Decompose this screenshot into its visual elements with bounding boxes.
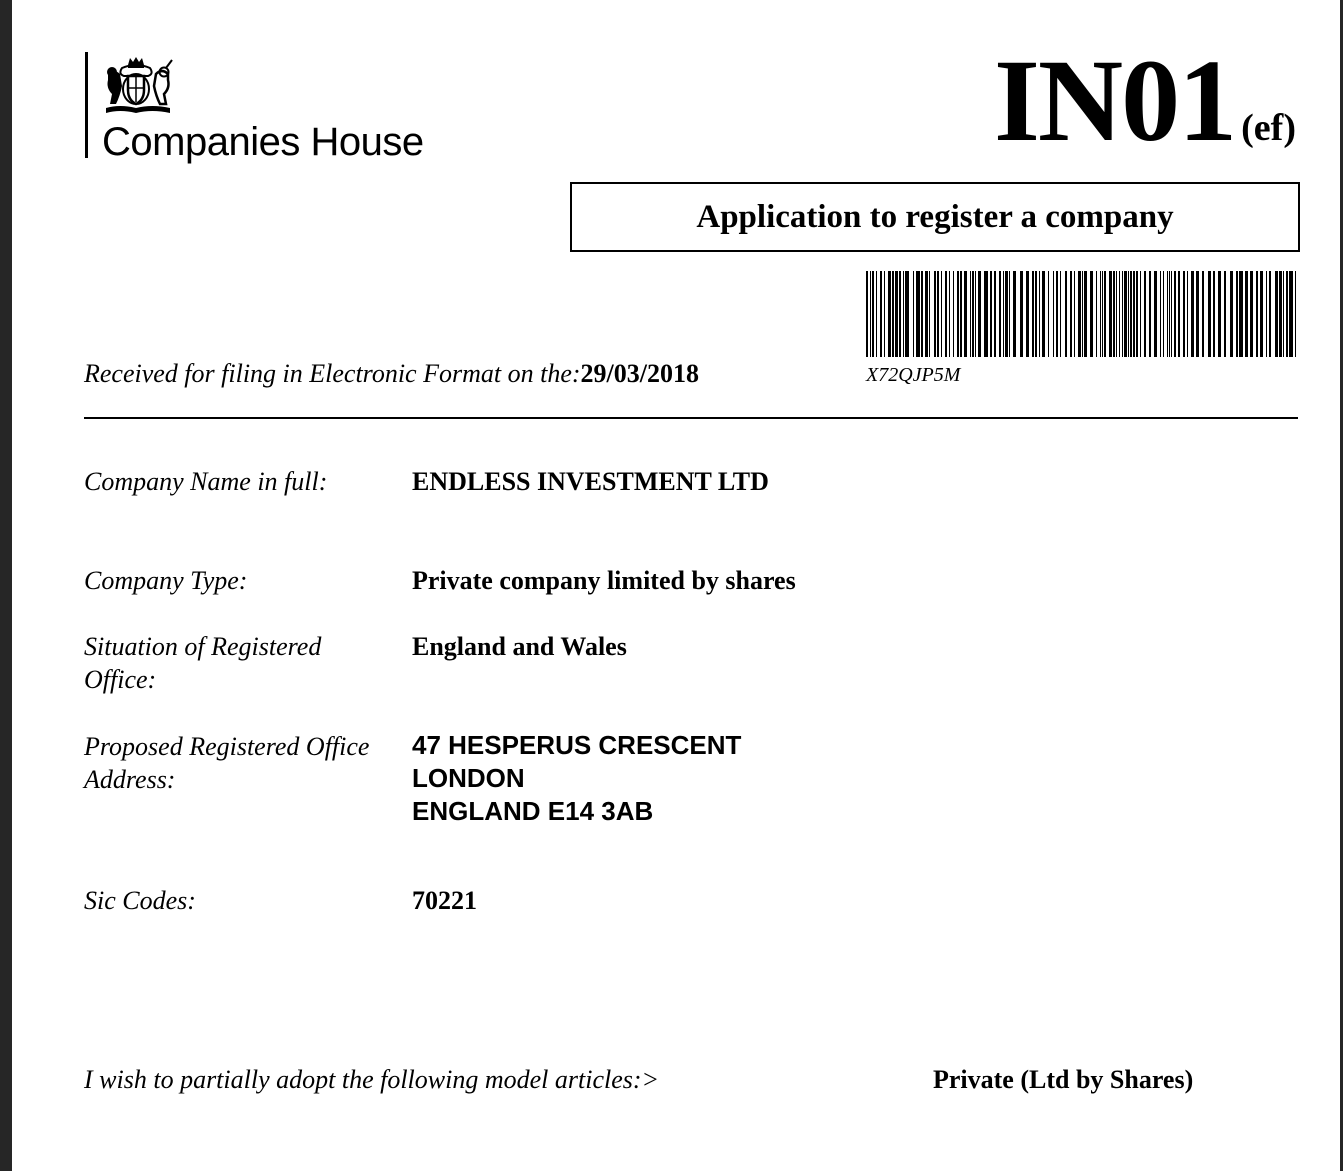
barcode-bar	[1283, 271, 1284, 357]
barcode-bar	[1163, 271, 1164, 357]
form-title-box	[570, 182, 1300, 252]
barcode-bar	[1100, 271, 1101, 357]
barcode-bar	[1218, 271, 1221, 357]
form-title: Application to register a company	[696, 198, 1174, 235]
barcode-bar	[866, 271, 868, 357]
barcode-bar	[916, 271, 920, 357]
form-code-main: IN01	[994, 35, 1236, 166]
barcode-bar	[1171, 271, 1172, 357]
model-articles-label: I wish to partially adopt the following model articles:>	[84, 1065, 660, 1094]
barcode-bar	[1035, 271, 1037, 357]
barcode-bar	[1003, 271, 1004, 357]
barcode-bar	[934, 271, 936, 357]
royal-coat-of-arms-icon	[100, 56, 176, 116]
barcode-bar	[999, 271, 1001, 357]
received-date: 29/03/2018	[580, 359, 699, 388]
barcode-bar	[1102, 271, 1103, 357]
barcode-bar	[978, 271, 981, 357]
barcode-bar	[1074, 271, 1075, 357]
barcode-bar	[1032, 271, 1034, 357]
barcode-bar	[1250, 271, 1253, 357]
address-line-2: LONDON	[412, 763, 525, 793]
barcode-bar	[957, 271, 959, 357]
barcode-bar	[1116, 271, 1117, 357]
barcode-bar	[1154, 271, 1157, 357]
barcode-bar	[1082, 271, 1083, 357]
barcode-bar	[905, 271, 909, 357]
barcode-bar	[1183, 271, 1185, 357]
barcode-bar	[1124, 271, 1127, 357]
barcode-bar	[876, 271, 877, 357]
form-code	[994, 35, 1296, 166]
barcode-bar	[1060, 271, 1061, 357]
barcode-bar	[1042, 271, 1045, 357]
organisation-name: Companies House	[102, 120, 424, 164]
barcode-bar	[892, 271, 894, 357]
barcode-bar	[949, 271, 950, 357]
barcode-bar	[1266, 271, 1267, 357]
barcode-bar	[970, 271, 971, 357]
received-label: Received for filing in Electronic Format on the:	[84, 359, 581, 388]
received-line	[84, 359, 699, 389]
barcode-bar	[1245, 271, 1248, 357]
left-page-border	[0, 0, 12, 1171]
barcode-bar	[1224, 271, 1226, 357]
barcode-bar	[1053, 271, 1054, 357]
barcode-bar	[1096, 271, 1097, 357]
barcode-bar	[975, 271, 976, 357]
barcode-bar	[1213, 271, 1215, 357]
barcode-bar	[899, 271, 901, 357]
barcode-bar	[953, 271, 954, 357]
barcode-bar	[1122, 271, 1123, 357]
barcode-bar	[1133, 271, 1135, 357]
barcode-bar	[1119, 271, 1120, 357]
barcode-bar	[1020, 271, 1023, 357]
barcode-bar	[1187, 271, 1188, 357]
sic-codes-value: 70221	[412, 886, 477, 915]
barcode-bar	[1140, 271, 1141, 357]
barcode-bar	[1009, 271, 1010, 357]
barcode-bar	[1005, 271, 1008, 357]
barcode-bar	[972, 271, 974, 357]
situation-label: Situation of Registered Office:	[84, 632, 322, 694]
barcode-bar	[1084, 271, 1087, 357]
barcode-bar	[1169, 271, 1170, 357]
barcode-bar	[941, 271, 942, 357]
barcode-bar	[1289, 271, 1293, 357]
barcode-bar	[1104, 271, 1106, 357]
barcode-bar	[1230, 271, 1233, 357]
barcode-bar	[1013, 271, 1016, 357]
barcode-bar	[1191, 271, 1194, 357]
barcode-bar	[1056, 271, 1058, 357]
company-type-value: Private company limited by shares	[412, 566, 796, 595]
barcode-bar	[1256, 271, 1258, 357]
address-line-1: 47 HESPERUS CRESCENT	[412, 730, 742, 760]
barcode-id: X72QJP5M	[866, 364, 961, 386]
address-label: Proposed Registered Office Address:	[84, 732, 370, 794]
barcode-bar	[960, 271, 962, 357]
barcode-bar	[921, 271, 923, 357]
barcode-bar	[1113, 271, 1115, 357]
barcode-bar	[1149, 271, 1151, 357]
barcode-bar	[1269, 271, 1271, 357]
barcode-bar	[1130, 271, 1132, 357]
barcode-bar	[1295, 271, 1296, 357]
company-type-label: Company Type:	[84, 566, 248, 595]
barcode-bar	[1144, 271, 1146, 357]
barcode-bar	[1026, 271, 1029, 357]
barcode-bar	[1078, 271, 1081, 357]
barcode-bar	[1128, 271, 1129, 357]
barcode-bar	[994, 271, 996, 357]
barcode-bar	[945, 271, 947, 357]
logo-rule	[85, 52, 88, 158]
barcode-bar	[895, 271, 898, 357]
barcode-bar	[913, 271, 914, 357]
barcode-bar	[1196, 271, 1199, 357]
barcode-bar	[1160, 271, 1161, 357]
sic-codes-label: Sic Codes:	[84, 886, 196, 915]
barcode-bar	[929, 271, 930, 357]
barcode-bar	[1065, 271, 1067, 357]
barcode-bar	[1178, 271, 1180, 357]
barcode-bar	[937, 271, 939, 357]
barcode-bar	[1260, 271, 1263, 357]
barcode-bar	[1090, 271, 1093, 357]
barcode-bar	[1208, 271, 1211, 357]
barcode-icon	[866, 271, 1296, 357]
barcode-bar	[1048, 271, 1049, 357]
form-code-suffix: (ef)	[1241, 107, 1296, 149]
barcode-bar	[870, 271, 871, 357]
company-name-value: ENDLESS INVESTMENT LTD	[412, 467, 769, 496]
barcode-bar	[1167, 271, 1168, 357]
barcode-bar	[1202, 271, 1204, 357]
barcode-bar	[990, 271, 992, 357]
barcode-bar	[964, 271, 967, 357]
barcode-bar	[884, 271, 885, 357]
address-line-3: ENGLAND E14 3AB	[412, 796, 654, 826]
barcode-bar	[1136, 271, 1138, 357]
barcode-bar	[1275, 271, 1278, 357]
barcode-bar	[1109, 271, 1112, 357]
barcode-bar	[888, 271, 891, 357]
barcode-bar	[925, 271, 928, 357]
barcode-bar	[1279, 271, 1282, 357]
situation-value: England and Wales	[412, 632, 627, 661]
barcode-bar	[1286, 271, 1288, 357]
barcode-bar	[872, 271, 874, 357]
header-divider	[84, 417, 1298, 419]
barcode-bar	[880, 271, 882, 357]
barcode-bar	[1070, 271, 1072, 357]
barcode-bar	[1039, 271, 1040, 357]
barcode-bar	[903, 271, 904, 357]
barcode-bar	[1236, 271, 1238, 357]
barcode-bar	[984, 271, 988, 357]
model-articles-value: Private (Ltd by Shares)	[933, 1065, 1194, 1094]
barcode-bar	[1174, 271, 1176, 357]
company-name-label: Company Name in full:	[84, 467, 328, 496]
barcode-bar	[1239, 271, 1243, 357]
